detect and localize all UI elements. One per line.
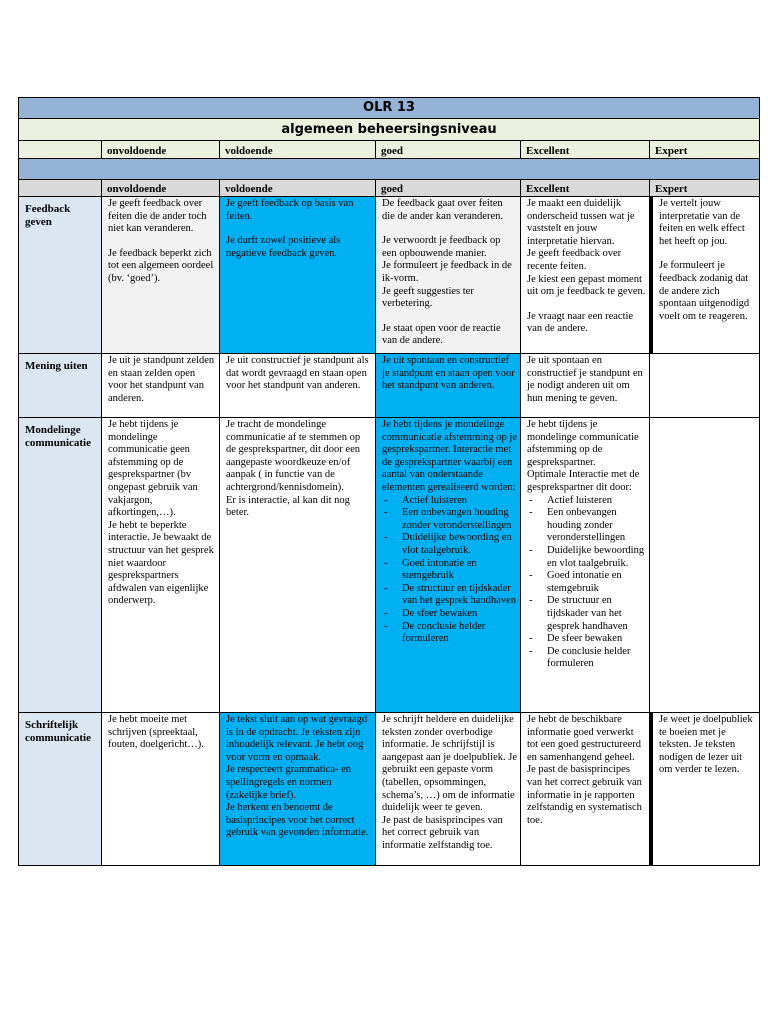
criteria-item: - De conclusie helder formuleren xyxy=(382,621,517,646)
separator-band xyxy=(18,159,760,180)
cell-paragraph: Je vertelt jouw interpretatie van de feiten en welk effect het heeft op jou. xyxy=(659,198,745,247)
cell-schriftelijk-expert xyxy=(650,713,760,866)
cell-paragraph: Optimale Interactie met de gesprekspartner dit door: xyxy=(527,469,640,493)
criteria-list xyxy=(527,495,646,671)
row-label-feedback: Feedback geven xyxy=(18,197,102,354)
cell-paragraph: Je staat open voor de reactie van de andere. xyxy=(382,322,501,347)
cell-paragraph: De feedback gaat over feiten die de ander kan veranderen. xyxy=(382,198,503,222)
level-header-voldoende-2: voldoende xyxy=(220,180,376,197)
header-corner xyxy=(18,141,102,159)
cell-paragraph: Je vraagt naar een reactie van de andere. xyxy=(527,310,634,335)
cell-paragraph: Je formuleert je feedback in de ik-vorm. xyxy=(382,260,512,284)
cell-paragraph: Je durft zowel positieve als negatieve feedback geven. xyxy=(226,235,341,259)
cell-schriftelijk-excellent xyxy=(521,713,650,866)
criteria-item: - Duidelijke bewoording en vlot taalgebruik. xyxy=(527,545,646,570)
cell-paragraph: Je hebt tijdens je mondelinge communicatie geen afstemming op de gesprekspartner (bv ongepast gebruik van vakjargon, afkortingen,…). xyxy=(108,419,198,519)
cell-feedback-onvoldoende xyxy=(102,197,220,354)
cell-paragraph: Je tekst sluit aan op wat gevraagd is in de opdracht. Je teksten zijn inhoudelijk relevant. Je hebt oog voor vorm en opmaak. xyxy=(226,714,368,763)
cell-paragraph: Je past de basisprincipes van het correct gebruik van informatie in je rapporten zelfstandig en systematisch toe. xyxy=(527,764,642,826)
paragraph-gap xyxy=(108,236,216,248)
cell-mondeling-excellent xyxy=(521,418,650,713)
level-header-onvoldoende: onvoldoende xyxy=(102,141,220,159)
header-corner-2 xyxy=(18,180,102,197)
criteria-item: - De structuur en tijdskader van het gesprek handhaven xyxy=(527,595,646,633)
cell-paragraph: Je uit constructief je standpunt als dat wordt gevraagd en staan open voor het standpunt van anderen. xyxy=(226,355,369,392)
criteria-item: - Een onbevangen houding zonder veronderstellingen xyxy=(527,507,646,545)
criteria-item: - De structuur en tijdskader van het gesprek handhaven xyxy=(382,583,517,608)
cell-schriftelijk-voldoende xyxy=(220,713,376,866)
cell-paragraph: Je formuleert je feedback zodanig dat de andere zich spontaan uitgenodigd voelt om te reageren. xyxy=(659,260,750,322)
row-label-mening: Mening uiten xyxy=(18,354,102,418)
criteria-item: - De sfeer bewaken xyxy=(527,633,646,646)
cell-mondeling-voldoende xyxy=(220,418,376,713)
paragraph-gap xyxy=(226,223,372,235)
cell-paragraph: Er is interactie, al kan dit nog beter. xyxy=(226,494,350,519)
criteria-item: - Duidelijke bewoording en vlot taalgebruik. xyxy=(382,532,517,557)
level-header-expert-2: Expert xyxy=(650,180,760,197)
criteria-item: - Goed intonatie en stemgebruik xyxy=(527,570,646,595)
cell-schriftelijk-onvoldoende xyxy=(102,713,220,866)
cell-paragraph: Je hebt te beperkte interactie. Je bewaakt de structuur van het gesprek niet waardoor gesprekspartners afdwalen van eigenlijke onderwerp. xyxy=(108,519,214,607)
cell-paragraph: Je geeft feedback over feiten die de ander toch niet kan veranderen. xyxy=(108,198,207,235)
level-header-voldoende: voldoende xyxy=(220,141,376,159)
cell-paragraph: Je tracht de mondelinge communicatie af te stemmen op de gesprekspartner, dit door een aangepaste woordkeuze en/of aanpak ( in functie van de achtergrond/kennisdomein). xyxy=(226,419,361,493)
cell-mondeling-goed xyxy=(376,418,521,713)
row-label-mondeling: Mondelinge communicatie xyxy=(18,418,102,713)
cell-paragraph: Je geeft suggesties ter verbetering. xyxy=(382,285,474,310)
cell-schriftelijk-goed xyxy=(376,713,521,866)
cell-feedback-expert xyxy=(650,197,760,354)
level-header-goed: goed xyxy=(376,141,521,159)
cell-mening-goed xyxy=(376,354,521,418)
cell-paragraph: Je weet je doelpubliek te boeien met je teksten. Je teksten nodigen de lezer uit om verder te lezen. xyxy=(659,714,753,776)
criteria-item: - De sfeer bewaken xyxy=(382,608,517,621)
table-subtitle: algemeen beheersingsniveau xyxy=(18,119,760,141)
cell-paragraph: Je maakt een duidelijk onderscheid tussen wat je vaststelt en jouw interpretatie hiervan. xyxy=(527,198,635,247)
row-label-schriftelijk: Schriftelijk communicatie xyxy=(18,713,102,866)
paragraph-gap xyxy=(382,311,517,323)
cell-paragraph: Je feedback beperkt zich tot een algemeen oordeel (bv. ‘goed’). xyxy=(108,247,214,284)
cell-paragraph: Je uit spontaan en constructief je standpunt en je nodigt anderen uit om hun mening te geven. xyxy=(527,355,643,404)
level-header-excellent: Excellent xyxy=(521,141,650,159)
criteria-item: - Actief luisteren xyxy=(527,495,646,508)
cell-paragraph: Je geeft feedback op basis van feiten. xyxy=(226,198,354,222)
cell-paragraph: Je geeft feedback over recente feiten. xyxy=(527,248,622,272)
paragraph-gap xyxy=(382,223,517,235)
cell-feedback-voldoende xyxy=(220,197,376,354)
cell-paragraph: Je herkent en benoemt de basisprincipes voor het correct gebruik van gevonden informatie. xyxy=(226,802,369,839)
cell-paragraph: Je respecteert grammatica- en spellingregels en normen (zakelijke brief). xyxy=(226,764,352,801)
cell-paragraph: Je schrijft heldere en duidelijke teksten zonder overbodige informatie. Je schrijfstijl is aangepast aan je doelpubliek. Je gebruikt een gepaste vorm (tabellen, opsommingen, schema’s, …) om de informatie duidelijk weer te geven. xyxy=(382,714,517,814)
cell-paragraph: Je hebt de beschikbare informatie goed verwerkt tot een goed gestructureerd en samenhangend geheel. xyxy=(527,714,641,763)
cell-paragraph: Je hebt tijdens je mondelinge communicatie afstemming op je gesprekspartner. Interactie met de gesprekspartner waarbij een aantal van onderstaande elementen gerealiseerd worden: xyxy=(382,419,518,493)
table-title: OLR 13 xyxy=(18,97,760,119)
cell-mening-expert xyxy=(650,354,760,418)
cell-paragraph: Je uit spontaan en constructief je standpunt en staan open voor het standpunt van anderen. xyxy=(382,355,515,392)
criteria-list xyxy=(382,495,517,646)
cell-mondeling-expert xyxy=(650,418,760,713)
cell-mening-onvoldoende xyxy=(102,354,220,418)
cell-paragraph: Je kiest een gepast moment uit om je feedback te geven. xyxy=(527,273,646,298)
criteria-item: - De conclusie helder formuleren xyxy=(527,646,646,671)
cell-paragraph: Je uit je standpunt zelden en staan zelden open voor het standpunt van anderen. xyxy=(108,355,215,404)
cell-mondeling-onvoldoende xyxy=(102,418,220,713)
cell-mening-excellent xyxy=(521,354,650,418)
level-header-goed-2: goed xyxy=(376,180,521,197)
criteria-item: - Actief luisteren xyxy=(382,495,517,508)
cell-paragraph: Je past de basisprincipes van het correct gebruik van informatie zelfstandig toe. xyxy=(382,814,503,851)
level-header-onvoldoende-2: onvoldoende xyxy=(102,180,220,197)
cell-mening-voldoende xyxy=(220,354,376,418)
cell-paragraph: Je hebt tijdens je mondelinge communicatie afstemming op de gesprekspartner. xyxy=(527,419,639,468)
cell-paragraph: Je verwoordt je feedback op een opbouwende manier. xyxy=(382,235,501,259)
level-header-expert: Expert xyxy=(650,141,760,159)
criteria-item: - Een onbevangen houding zonder veronderstellingen xyxy=(382,507,517,532)
paragraph-gap xyxy=(659,248,756,260)
paragraph-gap xyxy=(527,299,646,311)
cell-feedback-goed xyxy=(376,197,521,354)
cell-feedback-excellent xyxy=(521,197,650,354)
level-header-excellent-2: Excellent xyxy=(521,180,650,197)
criteria-item: - Goed intonatie en stemgebruik xyxy=(382,558,517,583)
cell-paragraph: Je hebt moeite met schrijven (spreektaal, fouten, doelgericht…). xyxy=(108,714,204,751)
